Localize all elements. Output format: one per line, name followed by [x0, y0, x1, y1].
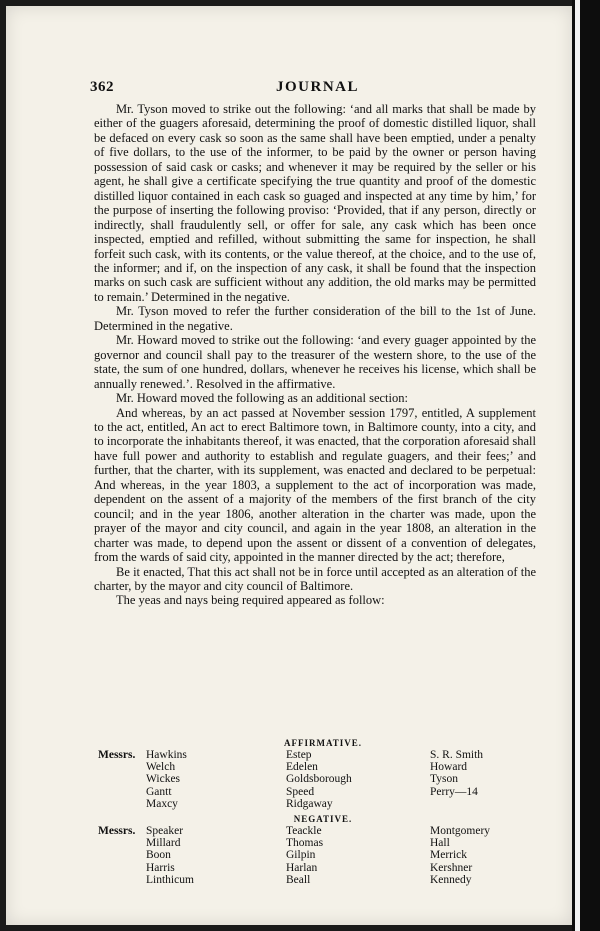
voter-name: Teackle	[286, 825, 322, 837]
paragraph-tyson-refer: Mr. Tyson moved to refer the further consideration of the bill to the 1st of June. Determined in the negative.	[94, 304, 536, 333]
voter-name: Kennedy	[430, 873, 472, 886]
page-edge	[575, 0, 580, 931]
voter-name: Montgomery	[430, 825, 491, 837]
scan-border	[572, 0, 600, 931]
affirmative-column-1	[146, 749, 187, 810]
voter-name: Goldsborough	[286, 773, 352, 786]
body-text	[94, 102, 536, 608]
voter-name: Gilpin	[286, 849, 316, 862]
paragraph-yeas-nays: The yeas and nays being required appeared as follow:	[116, 593, 385, 608]
negative-column-1	[146, 825, 194, 886]
negative-heading: NEGATIVE.	[293, 814, 353, 824]
messrs-label: Messrs.	[98, 749, 136, 761]
running-title: JOURNAL	[275, 79, 359, 95]
voter-total: Perry—14	[430, 785, 478, 798]
voter-name: Hall	[430, 837, 450, 850]
affirmative-heading: AFFIRMATIVE.	[283, 738, 363, 748]
negative-group	[98, 825, 518, 895]
negative-column-2	[286, 825, 323, 886]
voter-name: Welch	[146, 761, 176, 774]
paragraph-howard-section: Mr. Howard moved the following as an additional section:	[116, 391, 408, 406]
messrs-label: Messrs.	[98, 825, 136, 837]
voter-name: Howard	[430, 761, 468, 774]
paragraph-howard-strike: Mr. Howard moved to strike out the following: ‘and every guager appointed by the governor and council shall pay to the treasurer of the western shore, to the use of the state, the sum of one hundred, dollars, whenever he receives his license, which shall be annually renewed.’. Resolved in the affirmative.	[94, 333, 536, 391]
affirmative-group	[98, 749, 518, 814]
voter-name: Harlan	[286, 861, 318, 874]
paragraph-tyson-motion: Mr. Tyson moved to strike out the following: ‘and all marks that shall be made by either of the guagers aforesaid, determining the proof of domestic distilled liquor, shall be defaced on every cask so soon as the same shall have been emptied, under a penalty of five dollars, to the use of the informer, to be paid by the owner or person having possession of said cask or casks; and whenever it may be required by the seller or his agent, he shall give a certificate specifying the true quantity and proof of the domestic distilled liquor contained in each cask so guaged and inspected at any time by him,’ for the purpose of inserting the following proviso: ‘Provided, that if any person, directly or indirectly, shall fraudulently sell, or offer for sale, any cask which has been once inspected, emptied and refilled, without submitting the same for inspection, he shall forfeit such cask, with its contents, or the value thereof, at the choice, and to the use of, the informer; and if, on the inspection of any cask, it shall be found that the inspection marks on such cask are sufficient without any addition, the old marks may be permitted to remain.’ Determined in the negative.	[94, 102, 536, 304]
voter-name: Thomas	[286, 837, 324, 850]
voter-name: Wickes	[146, 773, 181, 786]
voter-name: Merrick	[430, 849, 468, 862]
voter-name: Edelen	[286, 761, 318, 774]
voter-name: Gantt	[146, 785, 172, 798]
negative-column-3	[430, 825, 490, 886]
affirmative-column-2	[286, 749, 352, 810]
voter-name: Millard	[146, 837, 181, 850]
page-header	[90, 79, 545, 97]
voter-name: Linthicum	[146, 873, 194, 886]
voter-name: Speed	[286, 785, 315, 798]
voter-name: Hawkins	[146, 749, 187, 761]
vote-table	[98, 738, 518, 895]
voter-name: Harris	[146, 861, 175, 874]
paragraph-whereas: And whereas, by an act passed at November session 1797, entitled, A supplement to the act, entitled, An act to erect Baltimore town, in Baltimore county, into a city, and to incorporate the inhabitants thereof, it was enacted, that the corporation aforesaid shall have full power and authority to establish and regulate guagers, and their fees;’ and further, that the charter, with its supplement, was enacted and declared to be perpetual: And whereas, in the year 1803, a supplement to the act of incorporation was made, dependent on the assent of a majority of the members of the first branch of the city council; and in the year 1806, another alteration in the charter was made, upon the prayer of the mayor and city council, and again in the year 1808, an alteration in the charter was made, to depend upon the assent or dissent of a convention of delegates, from the wards of said city, appointed in the manner directed by the act; therefore,	[94, 405, 536, 565]
voter-name: Speaker	[146, 825, 184, 837]
voter-name: S. R. Smith	[430, 749, 484, 761]
voter-name: Maxcy	[146, 797, 178, 810]
voter-name: Boon	[146, 849, 171, 862]
voter-name: Kershner	[430, 861, 473, 874]
affirmative-column-3	[430, 749, 483, 798]
voter-name: Beall	[286, 873, 311, 886]
voter-name: Ridgaway	[286, 797, 333, 810]
voter-name: Estep	[286, 749, 312, 761]
page-number: 362	[90, 79, 114, 95]
paragraph-enacted: Be it enacted, That this act shall not be in force until accepted as an alteration of the charter, by the mayor and city council of Baltimore.	[94, 564, 536, 593]
voter-name: Tyson	[430, 773, 458, 786]
